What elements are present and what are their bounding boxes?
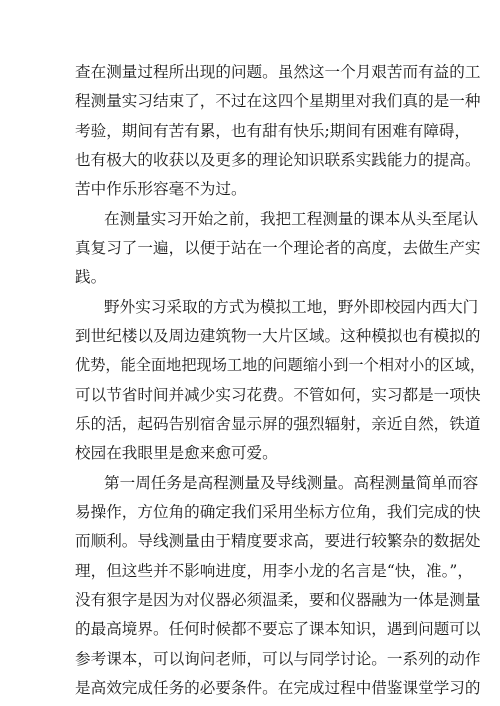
text-line: 到世纪楼以及周边建筑物一大片区域。这种模拟也有模拟的 — [75, 327, 481, 345]
text-line: 查在测量过程所出现的问题。虽然这一个月艰苦而有益的工 — [75, 63, 481, 81]
text-line: 程测量实习结束了，不过在这四个星期里对我们真的是一种 — [75, 92, 481, 111]
text-line: 考验，期间有苦有累，也有甜有快乐;期间有困难有障碍， — [75, 121, 471, 140]
paragraph-first-line: 第一周任务是高程测量及导线测量。高程测量简单而容 — [104, 473, 479, 492]
text-line: 可以节省时间并减少实习花费。不管如何，实习都是一项快 — [75, 385, 481, 404]
text-line: 的最高境界。任何时候都不要忘了课本知识，遇到问题可以 — [75, 620, 481, 639]
text-line: 乐的活，起码告别宿舍显示屏的强烈辐射，亲近自然，铁道 — [75, 415, 481, 433]
text-line: 参考课本，可以询问老师，可以与同学讨论。一系列的动作 — [75, 649, 481, 668]
text-line: 是高效完成任务的必要条件。在完成过程中借鉴课堂学习的 — [75, 679, 481, 697]
paragraph-first-line: 野外实习采取的方式为模拟工地，野外即校园内西大门 — [104, 297, 479, 316]
text-line: 苦中作乐形容毫不为过。 — [75, 180, 247, 199]
text-line: 优势，能全面地把现场工地的问题缩小到一个相对小的区域， — [75, 356, 486, 375]
text-line: 易操作，方位角的确定我们采用坐标方位角，我们完成的快 — [75, 503, 481, 521]
text-line: 理，但这些并不影响进度，用李小龙的名言是“快，准。”， — [75, 561, 473, 580]
text-line: 真复习了一遍，以便于站在一个理论者的高度，去做生产实 — [75, 239, 481, 257]
text-line: 而顺利。导线测量由于精度要求高，要进行较繁杂的数据处 — [75, 532, 481, 551]
text-line: 践。 — [75, 268, 107, 287]
text-line: 没有狠字是因为对仪器必须温柔，要和仪器融为一体是测量 — [75, 591, 481, 609]
paragraph-first-line: 在测量实习开始之前，我把工程测量的课本从头至尾认 — [104, 209, 479, 228]
text-line: 校园在我眼里是愈来愈可爱。 — [75, 444, 278, 463]
text-line: 也有极大的收获以及更多的理论知识联系实践能力的提高。 — [75, 151, 481, 169]
